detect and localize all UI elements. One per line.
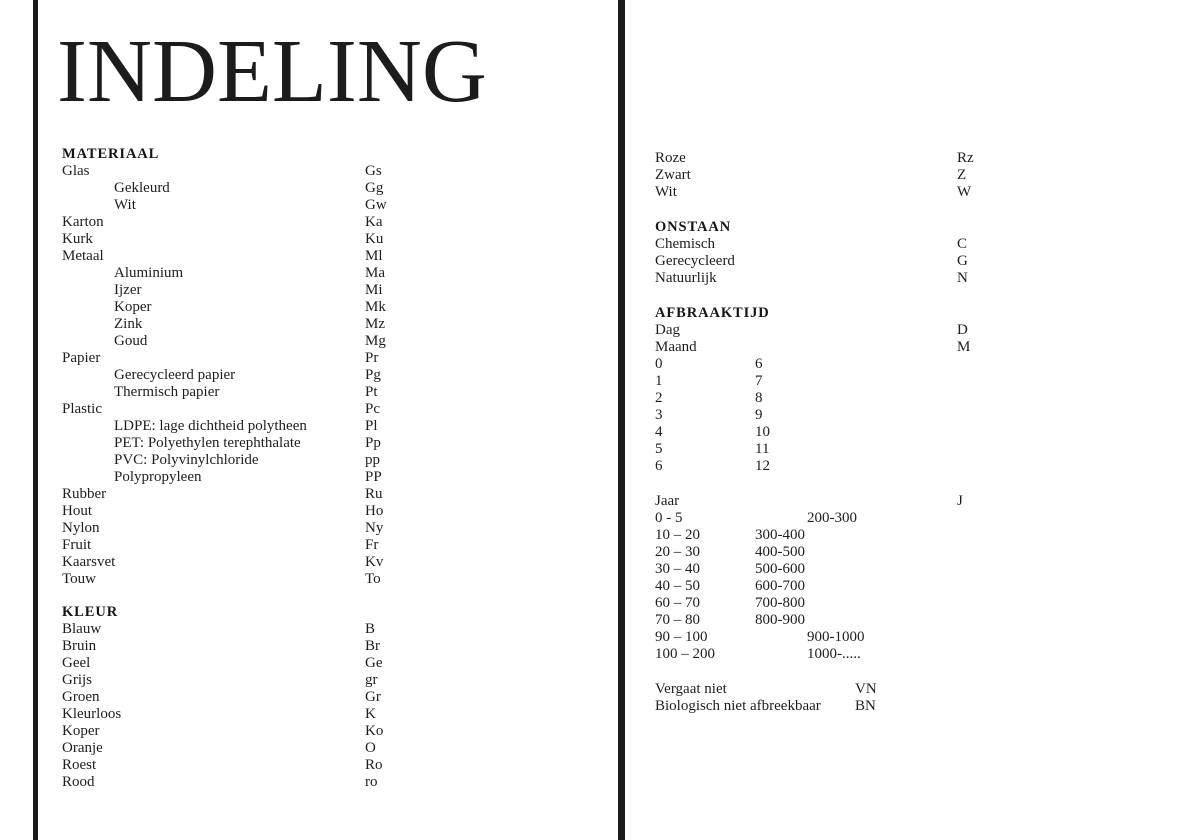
row-label: Glas	[62, 163, 90, 179]
row-code: Pt	[365, 384, 378, 400]
row-label: Koper	[114, 299, 152, 315]
row-label: Gerecycleerd	[655, 253, 735, 269]
list-row	[655, 373, 1135, 390]
row-value: 9	[755, 407, 763, 423]
row-value: 8	[755, 390, 763, 406]
list-row	[62, 180, 618, 197]
row-value: VN	[855, 681, 877, 697]
row-value: 1000-.....	[807, 646, 861, 662]
row-label: Jaar	[655, 493, 680, 509]
row-code: G	[957, 253, 968, 269]
list-row	[655, 612, 1135, 629]
list-row	[655, 167, 1135, 184]
list-row	[62, 689, 618, 706]
list-row	[655, 561, 1135, 578]
row-code: PP	[365, 469, 382, 485]
row-label: Roest	[62, 757, 97, 773]
section-header: KLEUR	[62, 604, 119, 620]
row-code: Gg	[365, 180, 384, 196]
row-code: Ny	[365, 520, 384, 536]
list-row	[655, 150, 1135, 167]
row-label: Vergaat niet	[655, 681, 727, 697]
row-code: Pp	[365, 435, 381, 451]
section-gap	[655, 287, 1135, 305]
list-row	[62, 706, 618, 723]
row-label: 60 – 70	[655, 595, 700, 611]
row-value: 12	[755, 458, 770, 474]
row-value: 6	[755, 356, 763, 372]
row-code: Ho	[365, 503, 384, 519]
section-header: ONSTAAN	[655, 219, 732, 235]
row-label: Koper	[62, 723, 100, 739]
row-label: Maand	[655, 339, 697, 355]
row-label: Polypropyleen	[114, 469, 202, 485]
row-value: 7	[755, 373, 763, 389]
left-page-border-line	[33, 0, 38, 840]
row-code: Ge	[365, 655, 383, 671]
row-value: 400-500	[755, 544, 805, 560]
list-row	[655, 681, 1135, 698]
row-label: PET: Polyethylen terephthalate	[114, 435, 301, 451]
row-label: Zwart	[655, 167, 691, 183]
section-gap	[655, 475, 1135, 493]
row-code: D	[957, 322, 968, 338]
list-row	[655, 646, 1135, 663]
list-row	[62, 197, 618, 214]
list-row	[655, 390, 1135, 407]
list-row	[62, 452, 618, 469]
list-row	[62, 520, 618, 537]
list-row	[655, 322, 1135, 339]
row-label: Kaarsvet	[62, 554, 116, 570]
row-value: 700-800	[755, 595, 805, 611]
row-code: Ka	[365, 214, 383, 230]
row-label: Goud	[114, 333, 148, 349]
row-code: ro	[365, 774, 378, 790]
row-code: Mg	[365, 333, 386, 349]
row-label: Gerecycleerd papier	[114, 367, 236, 383]
row-label: Rood	[62, 774, 95, 790]
list-row	[655, 510, 1135, 527]
list-row	[655, 339, 1135, 356]
list-row	[62, 554, 618, 571]
list-row	[655, 458, 1135, 475]
row-value: BN	[855, 698, 876, 714]
row-label: 2	[655, 390, 663, 406]
list-row	[62, 638, 618, 655]
row-label: Biologisch niet afbreekbaar	[655, 698, 821, 714]
row-label: PVC: Polyvinylchloride	[114, 452, 259, 468]
row-label: 90 – 100	[655, 629, 708, 645]
row-label: Karton	[62, 214, 104, 230]
row-label: Thermisch papier	[114, 384, 220, 400]
row-code: Gs	[365, 163, 382, 179]
row-label: Plastic	[62, 401, 102, 417]
row-code: Ro	[365, 757, 383, 773]
row-code: Pc	[365, 401, 380, 417]
row-code: O	[365, 740, 376, 756]
row-label: 0	[655, 356, 663, 372]
row-label: Nylon	[62, 520, 100, 536]
list-row	[655, 407, 1135, 424]
row-code: Rz	[957, 150, 974, 166]
page-title: INDELING	[57, 22, 487, 121]
list-row	[62, 231, 618, 248]
list-row	[655, 236, 1135, 253]
list-row	[655, 527, 1135, 544]
row-code: Z	[957, 167, 967, 183]
row-label: Kurk	[62, 231, 93, 247]
row-code: Fr	[365, 537, 379, 553]
row-code: B	[365, 621, 376, 637]
row-code: C	[957, 236, 968, 252]
list-row	[655, 629, 1135, 646]
list-row	[655, 270, 1135, 287]
right-column	[655, 150, 1135, 715]
row-label: Metaal	[62, 248, 104, 264]
row-label: 6	[655, 458, 663, 474]
list-row	[655, 698, 1135, 715]
list-row	[655, 253, 1135, 270]
row-code: M	[957, 339, 971, 355]
row-code: Pl	[365, 418, 378, 434]
row-label: Groen	[62, 689, 100, 705]
list-row	[62, 401, 618, 418]
list-row	[62, 672, 618, 689]
list-row	[62, 282, 618, 299]
list-row	[655, 544, 1135, 561]
row-code: Kv	[365, 554, 384, 570]
row-label: Blauw	[62, 621, 102, 637]
row-code: Mi	[365, 282, 383, 298]
row-label: 1	[655, 373, 663, 389]
list-row	[655, 441, 1135, 458]
row-label: Chemisch	[655, 236, 715, 252]
row-code: K	[365, 706, 376, 722]
row-label: 70 – 80	[655, 612, 700, 628]
row-label: Geel	[62, 655, 91, 671]
row-label: Papier	[62, 350, 101, 366]
list-row	[62, 350, 618, 367]
row-code: Gr	[365, 689, 381, 705]
row-label: 4	[655, 424, 663, 440]
row-label: 5	[655, 441, 663, 457]
list-row	[62, 367, 618, 384]
left-column	[62, 146, 618, 791]
row-label: LDPE: lage dichtheid polytheen	[114, 418, 307, 434]
row-code: gr	[365, 672, 378, 688]
row-label: Dag	[655, 322, 680, 338]
row-code: N	[957, 270, 968, 286]
row-label: Ijzer	[114, 282, 142, 298]
row-code: Pg	[365, 367, 381, 383]
row-label: 40 – 50	[655, 578, 700, 594]
row-label: Hout	[62, 503, 92, 519]
row-code: Ko	[365, 723, 384, 739]
row-label: Kleurloos	[62, 706, 122, 722]
row-code: W	[957, 184, 972, 200]
list-row	[655, 184, 1135, 201]
list-row	[655, 424, 1135, 441]
row-label: 100 – 200	[655, 646, 715, 662]
list-row	[62, 723, 618, 740]
list-row	[62, 163, 618, 180]
row-code: pp	[365, 452, 380, 468]
row-value: 800-900	[755, 612, 805, 628]
row-label: Gekleurd	[114, 180, 170, 196]
list-row	[62, 333, 618, 350]
row-value: 500-600	[755, 561, 805, 577]
row-label: Roze	[655, 150, 686, 166]
list-row	[62, 655, 618, 672]
list-row	[62, 384, 618, 401]
list-row	[62, 774, 618, 791]
row-label: 30 – 40	[655, 561, 700, 577]
row-label: 20 – 30	[655, 544, 700, 560]
row-code: Br	[365, 638, 380, 654]
row-label: Zink	[114, 316, 143, 332]
section-header: MATERIAAL	[62, 146, 160, 162]
row-label: 10 – 20	[655, 527, 700, 543]
row-label: Oranje	[62, 740, 103, 756]
row-label: 3	[655, 407, 663, 423]
list-row	[62, 469, 618, 486]
section-gap	[62, 588, 618, 604]
list-row	[62, 571, 618, 588]
row-label: Bruin	[62, 638, 97, 654]
list-row	[62, 757, 618, 774]
row-code: Ku	[365, 231, 384, 247]
list-row	[62, 265, 618, 282]
row-code: Mk	[365, 299, 386, 315]
row-value: 900-1000	[807, 629, 865, 645]
list-row	[62, 503, 618, 520]
row-label: Natuurlijk	[655, 270, 717, 286]
row-code: Mz	[365, 316, 385, 332]
row-value: 11	[755, 441, 770, 457]
row-label: 0 - 5	[655, 510, 683, 526]
row-label: Fruit	[62, 537, 92, 553]
list-row	[62, 248, 618, 265]
list-row	[655, 578, 1135, 595]
row-code: To	[365, 571, 381, 587]
list-row	[62, 299, 618, 316]
list-row	[655, 595, 1135, 612]
section-header: AFBRAAKTIJD	[655, 305, 770, 321]
row-value: 600-700	[755, 578, 805, 594]
section-gap	[655, 663, 1135, 681]
row-value: 200-300	[807, 510, 857, 526]
list-row	[62, 740, 618, 757]
list-row	[655, 493, 1135, 510]
list-row	[62, 435, 618, 452]
row-label: Rubber	[62, 486, 107, 502]
row-code: Pr	[365, 350, 379, 366]
row-code: Ml	[365, 248, 383, 264]
section-gap	[655, 201, 1135, 219]
row-value: 10	[755, 424, 770, 440]
row-label: Aluminium	[114, 265, 184, 281]
page-spine-divider-line	[618, 0, 625, 840]
row-label: Wit	[655, 184, 677, 200]
row-code: Ru	[365, 486, 383, 502]
row-code: Ma	[365, 265, 385, 281]
row-label: Touw	[62, 571, 96, 587]
list-row	[62, 486, 618, 503]
list-row	[62, 621, 618, 638]
list-row	[62, 418, 618, 435]
list-row	[62, 537, 618, 554]
row-code: J	[957, 493, 963, 509]
row-code: Gw	[365, 197, 387, 213]
row-value: 300-400	[755, 527, 805, 543]
list-row	[62, 214, 618, 231]
list-row	[62, 316, 618, 333]
list-row	[655, 356, 1135, 373]
row-label: Wit	[114, 197, 136, 213]
row-label: Grijs	[62, 672, 92, 688]
